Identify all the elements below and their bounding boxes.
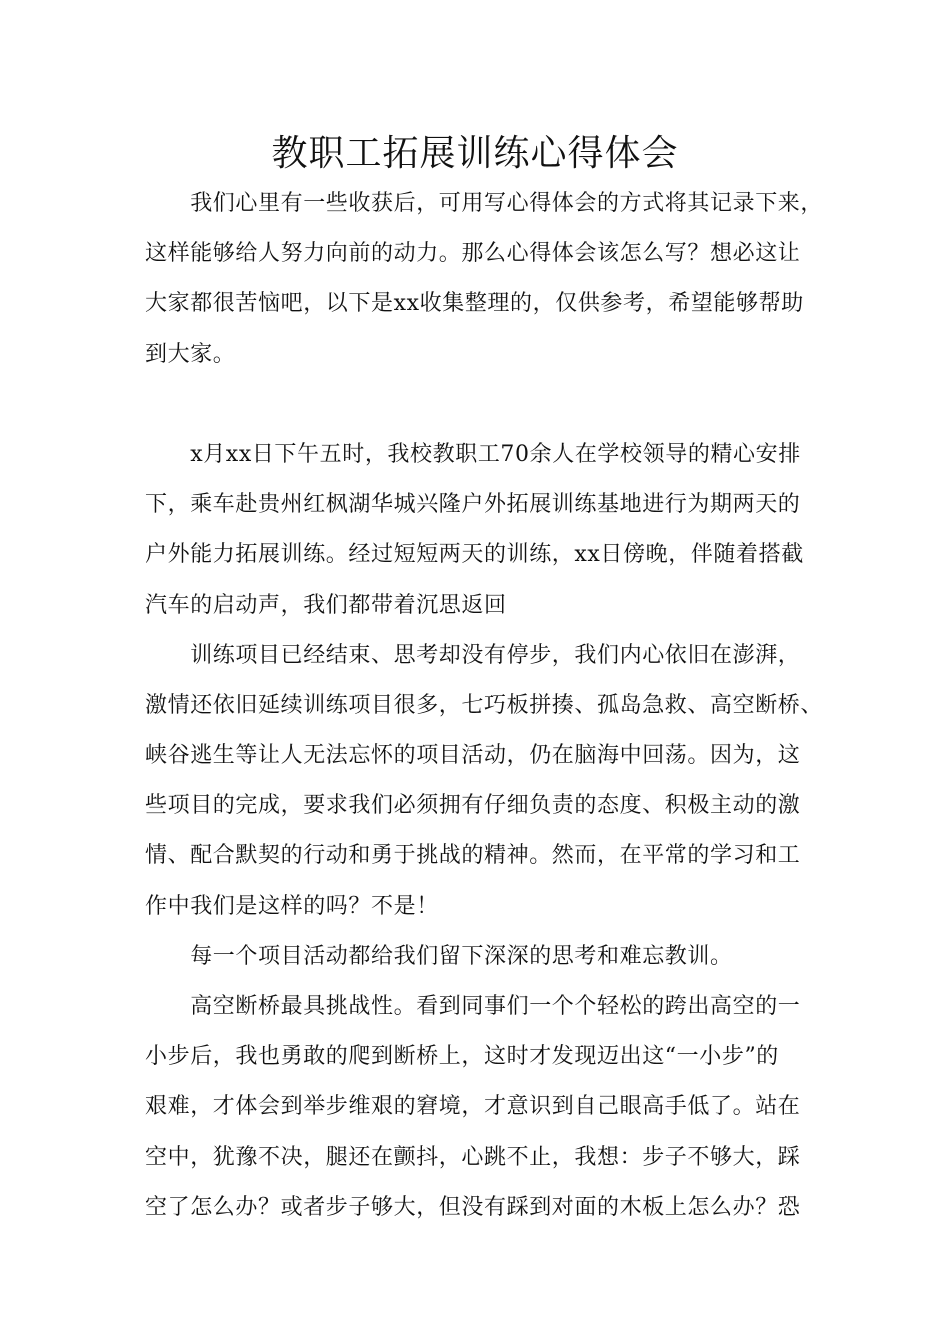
document-body (145, 179, 824, 1233)
text-line: 激情还依旧延续训练项目很多，七巧板拼揍、孤岛急救、高空断桥、 (145, 692, 824, 718)
text-line: 些项目的完成，要求我们必须拥有仔细负责的态度、积极主动的激 (145, 793, 801, 819)
text-line: 下，乘车赴贵州红枫湖华城兴隆户外拓展训练基地进行为期两天的 (145, 492, 801, 518)
text-line: 训练项目已经结束、思考却没有停步，我们内心依旧在澎湃， (145, 642, 801, 668)
text-line: 空中，犹豫不决，腿还在颤抖，心跳不止，我想：步子不够大，踩 (145, 1144, 801, 1170)
text-line: 小步后，我也勇敢的爬到断桥上，这时才发现迈出这“一小步”的 (145, 1044, 779, 1070)
text-line: x月xx日下午五时，我校教职工70余人在学校领导的精心安排 (145, 441, 801, 467)
text-line: 每一个项目活动都给我们留下深深的思考和难忘教训。 (145, 943, 733, 969)
text-line: 我们心里有一些收获后，可用写心得体会的方式将其记录下来， (145, 191, 824, 216)
text-line: 作中我们是这样的吗？不是！ (145, 893, 439, 919)
text-line: 到大家。 (145, 341, 236, 367)
text-line: 峡谷逃生等让人无法忘怀的项目活动，仍在脑海中回荡。因为，这 (145, 743, 801, 769)
text-line: 这样能够给人努力向前的动力。那么心得体会该怎么写？想必这让 (145, 241, 801, 267)
document-title: 教职工拓展训练心得体会 (271, 133, 679, 174)
text-line: 艰难，才体会到举步维艰的窘境，才意识到自己眼高手低了。站在 (145, 1094, 801, 1120)
blank-line (145, 380, 810, 430)
text-line: 大家都很苦恼吧，以下是xx收集整理的，仅供参考，希望能够帮助 (145, 291, 804, 317)
text-line: 汽车的启动声，我们都带着沉思返回 (145, 592, 507, 618)
text-line: 高空断桥最具挑战性。看到同事们一个个轻松的跨出高空的一 (145, 994, 801, 1019)
text-line: 户外能力拓展训练。经过短短两天的训练，xx日傍晚，伴随着搭截 (145, 542, 804, 568)
text-line: 空了怎么办？或者步子够大，但没有踩到对面的木板上怎么办？恐 (145, 1194, 801, 1220)
text-line: 情、配合默契的行动和勇于挑战的精神。然而，在平常的学习和工 (145, 843, 801, 869)
